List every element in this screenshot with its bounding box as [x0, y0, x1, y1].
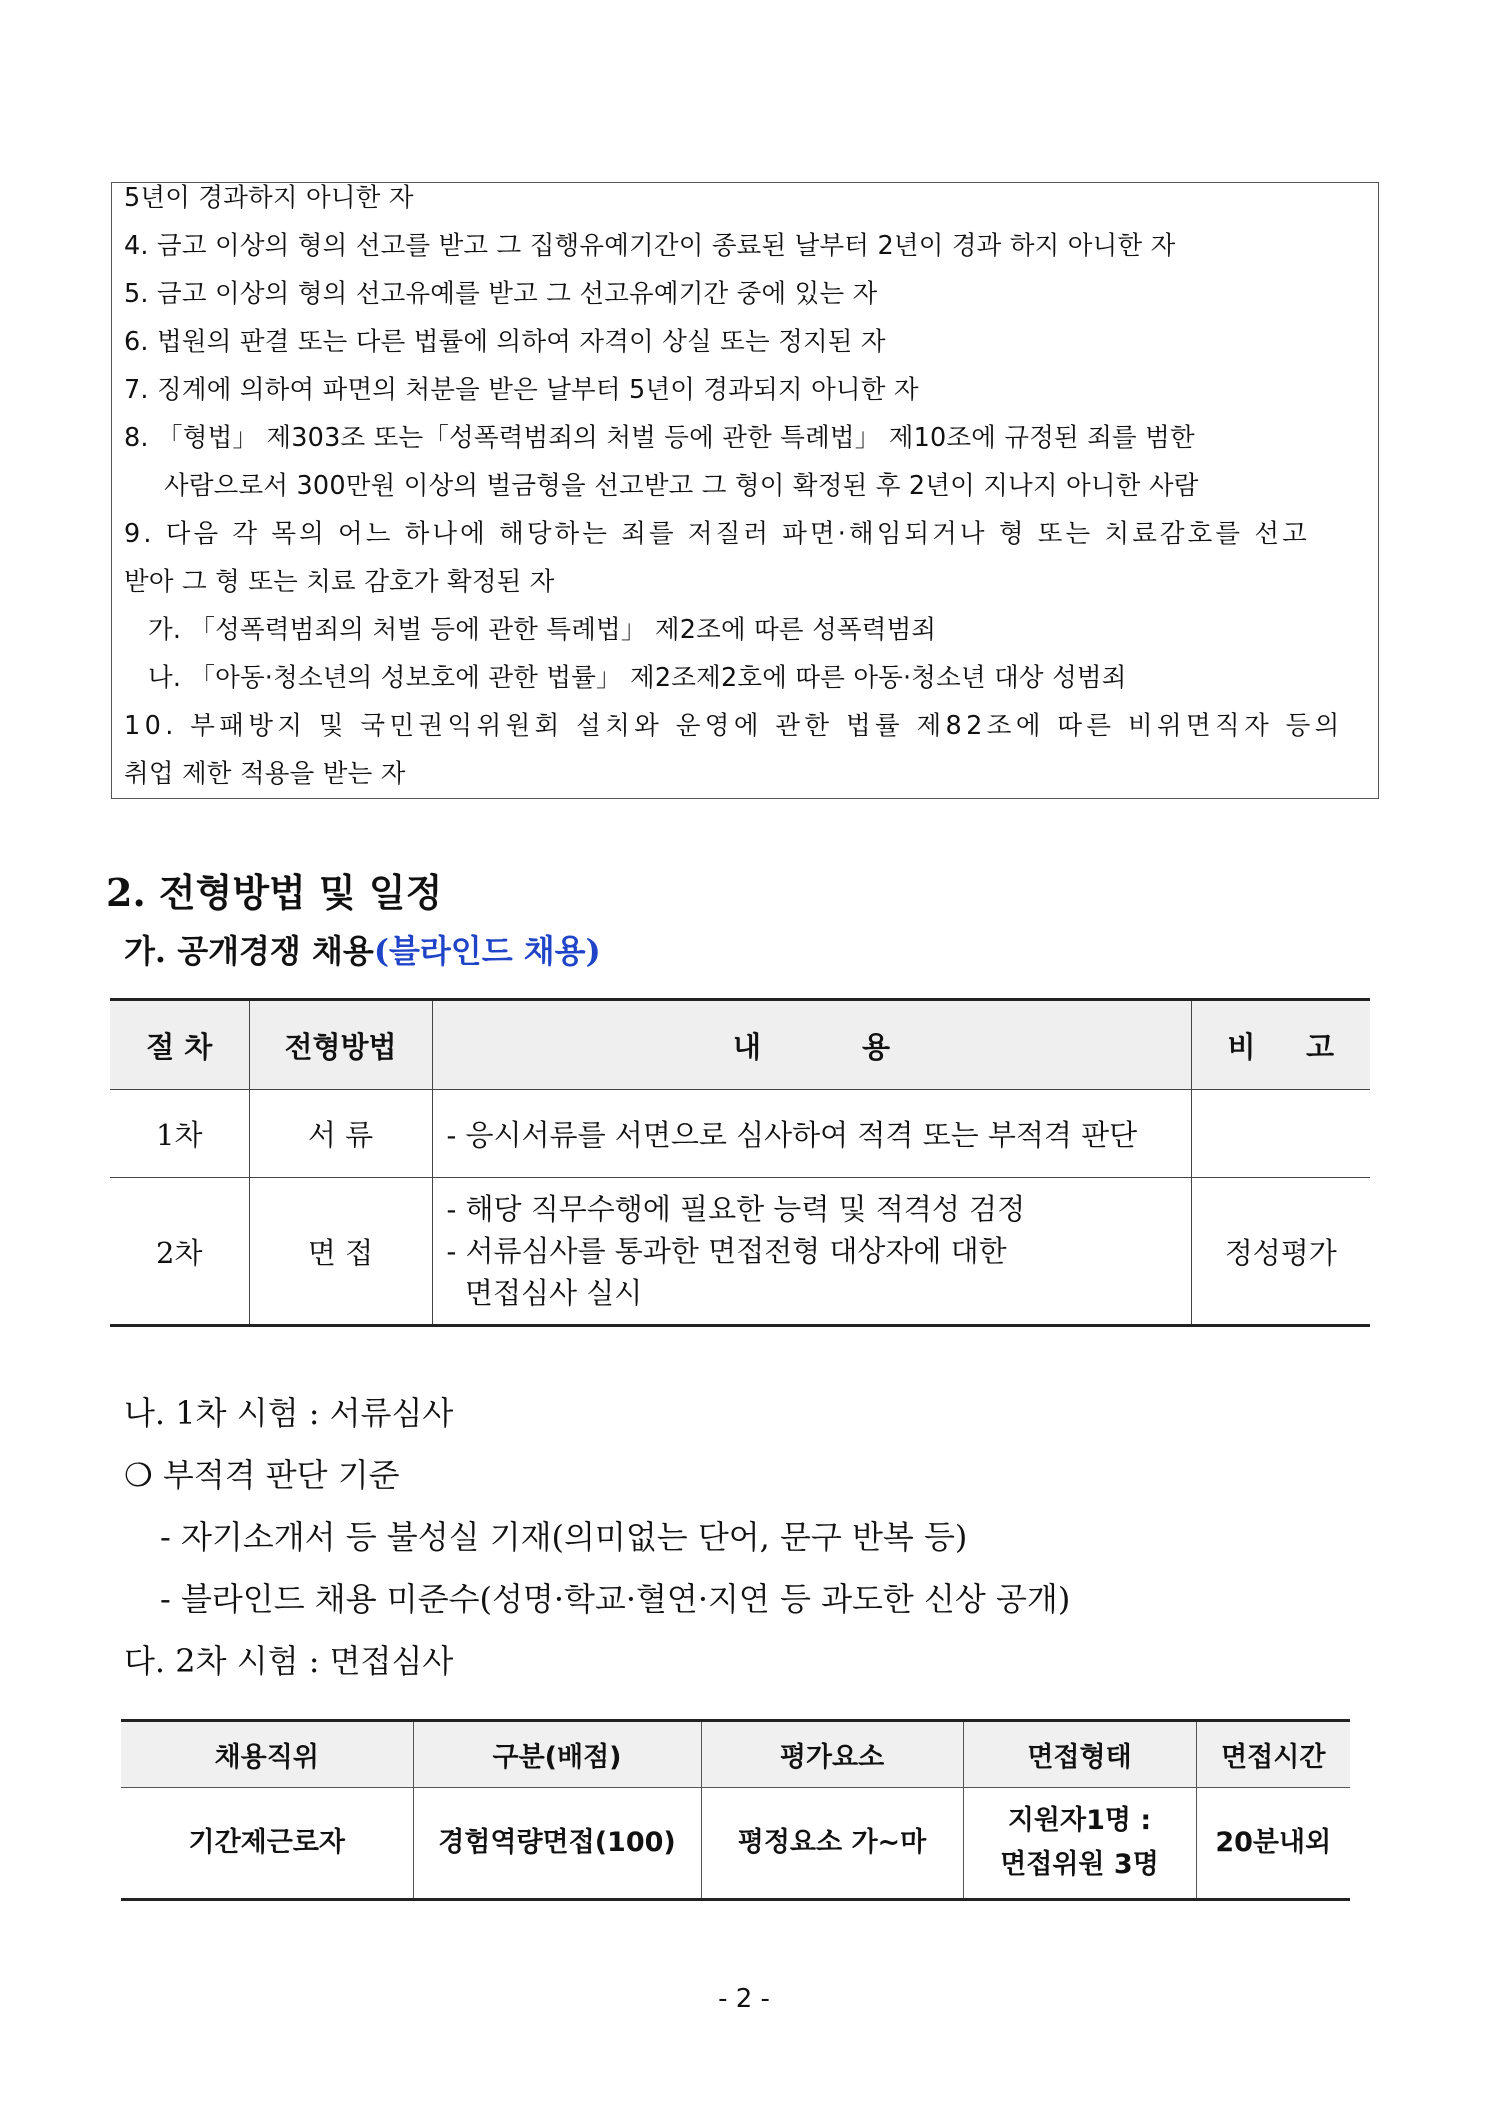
criteria-line: 8. 「형법」 제303조 또는「성폭력범죄의 처벌 등에 관한 특례법」 제10조에 규정된 죄를 범한 — [124, 423, 1195, 453]
header-format: 면접형태 — [963, 1721, 1196, 1788]
criteria-line: 나. 「아동·청소년의 성보호에 관한 법률」 제2조제2호에 따른 아동·청소년 대상 성범죄 — [148, 663, 1127, 693]
header-content: 내 용 — [432, 1000, 1191, 1090]
header-position: 채용직위 — [121, 1721, 413, 1788]
method-cell: 면 접 — [249, 1178, 432, 1326]
category-cell: 경험역량면접(100) — [413, 1788, 701, 1900]
time-cell: 20분내외 — [1196, 1788, 1350, 1900]
table-header-row — [110, 1000, 1370, 1090]
disqualification-criteria-box — [111, 182, 1379, 799]
criteria-line: 4. 금고 이상의 형의 선고를 받고 그 집행유예기간이 종료된 날부터 2년이 경과 하지 아니한 자 — [124, 231, 1176, 261]
content-line: 면접심사 실시 — [446, 1276, 643, 1310]
table-row — [110, 1090, 1370, 1178]
step-cell: 2차 — [110, 1178, 249, 1326]
elements-cell: 평정요소 가~마 — [701, 1788, 963, 1900]
table-row — [121, 1788, 1350, 1900]
step-cell: 1차 — [110, 1090, 249, 1178]
format-cell — [963, 1788, 1196, 1900]
criteria-title: ❍ 부적격 판단 기준 — [124, 1456, 400, 1494]
position-cell: 기간제근로자 — [121, 1788, 413, 1900]
header-category: 구분(배점) — [413, 1721, 701, 1788]
blind-recruitment-label: (블라인드 채용) — [373, 932, 601, 970]
criteria-line: 가. 「성폭력범죄의 처벌 등에 관한 특례법」 제2조에 따른 성폭력범죄 — [148, 615, 937, 645]
content-cell — [432, 1090, 1191, 1178]
table-row — [110, 1178, 1370, 1326]
subsection-a-title — [124, 926, 601, 972]
criteria-line: 7. 징계에 의하여 파면의 처분을 받은 날부터 5년이 경과되지 아니한 자 — [124, 375, 919, 405]
header-time: 면접시간 — [1196, 1721, 1350, 1788]
page-number: - 2 - — [718, 1984, 770, 2014]
subsection-a-prefix: 가. 공개경쟁 채용 — [124, 932, 374, 970]
criteria-line: 10. 부패방지 및 국민권익위원회 설치와 운영에 관한 법률 제82조에 따른 비위면직자 등의 — [124, 711, 1344, 741]
criteria-line: 취업 제한 적용을 받는 자 — [124, 759, 406, 789]
subsection-c-title: 다. 2차 시험 : 면접심사 — [124, 1642, 454, 1680]
note-cell — [1191, 1090, 1370, 1178]
header-step: 절 차 — [110, 1000, 249, 1090]
method-cell: 서 류 — [249, 1090, 432, 1178]
header-method: 전형방법 — [249, 1000, 432, 1090]
format-line: 지원자1명 : — [1007, 1805, 1152, 1836]
section-title: 2. 전형방법 및 일정 — [106, 870, 443, 915]
header-elements: 평가요소 — [701, 1721, 963, 1788]
criteria-line: 받아 그 형 또는 치료 감호가 확정된 자 — [124, 567, 555, 597]
criteria-line: 6. 법원의 판결 또는 다른 법률에 의하여 자격이 상실 또는 정지된 자 — [124, 327, 886, 357]
content-line: - 서류심사를 통과한 면접전형 대상자에 대한 — [446, 1234, 1007, 1268]
table-header-row — [121, 1721, 1350, 1788]
format-line: 면접위원 3명 — [1000, 1849, 1159, 1880]
criteria-line: 5년이 경과하지 아니한 자 — [124, 183, 414, 213]
content-line: - 응시서류를 서면으로 심사하여 적격 또는 부적격 판단 — [446, 1118, 1138, 1152]
interview-table — [121, 1719, 1350, 1901]
content-cell — [432, 1178, 1191, 1326]
criteria-item: - 자기소개서 등 불성실 기재(의미없는 단어, 문구 반복 등) — [160, 1518, 968, 1556]
criteria-item: - 블라인드 채용 미준수(성명·학교·혈연·지연 등 과도한 신상 공개) — [160, 1580, 1071, 1618]
header-note: 비 고 — [1191, 1000, 1370, 1090]
note-cell: 정성평가 — [1191, 1178, 1370, 1326]
criteria-line: 9. 다음 각 목의 어느 하나에 해당하는 죄를 저질러 파면·해임되거나 형 또는 치료감호를 선고 — [124, 519, 1310, 549]
content-line: - 해당 직무수행에 필요한 능력 및 적격성 검정 — [446, 1192, 1026, 1226]
subsection-b-title: 나. 1차 시험 : 서류심사 — [124, 1394, 454, 1432]
criteria-line: 사람으로서 300만원 이상의 벌금형을 선고받고 그 형이 확정된 후 2년이 지나지 아니한 사람 — [164, 471, 1199, 501]
selection-process-table — [110, 998, 1370, 1327]
criteria-line: 5. 금고 이상의 형의 선고유예를 받고 그 선고유예기간 중에 있는 자 — [124, 279, 878, 309]
